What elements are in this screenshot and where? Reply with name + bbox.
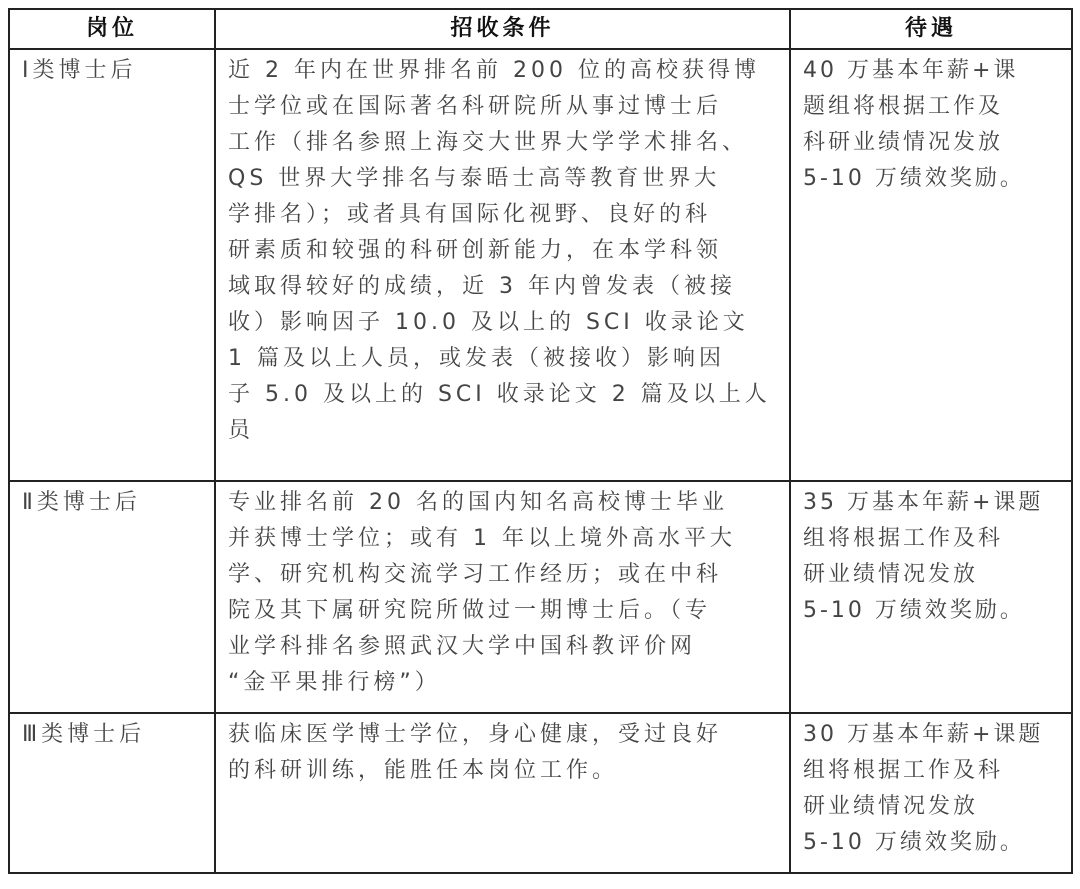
benefits-cell [790, 49, 1072, 481]
header-post: 岗位 [9, 9, 215, 49]
text-line: 学、研究机构交流学习工作经历；或在中科 [228, 562, 723, 587]
conditions-cell [215, 481, 790, 713]
text-line: 研业绩情况发放 [803, 794, 979, 819]
header-conditions: 招收条件 [215, 9, 790, 49]
text-line: 员 [228, 418, 255, 443]
text-line: 收）影响因子 10.0 及以上的 SCI 收录论文 [228, 310, 749, 335]
conditions-cell [215, 713, 790, 873]
header-row [9, 9, 1072, 49]
post-name: Ⅱ类博士后 [22, 490, 141, 515]
table-row [9, 481, 1072, 713]
post-name: Ⅰ类博士后 [22, 58, 137, 83]
text-line: 并获博士学位；或有 1 年以上境外高水平大 [228, 526, 736, 551]
text-line: 40 万基本年薪+课 [803, 58, 1019, 83]
postdoc-table [8, 8, 1073, 874]
text-line: 专业排名前 20 名的国内知名高校博士毕业 [228, 490, 728, 515]
text-line: 研业绩情况发放 [803, 562, 979, 587]
table-row [9, 49, 1072, 481]
text-line: 研素质和较强的科研创新能力，在本学科领 [228, 238, 723, 263]
text-line: 获临床医学博士学位，身心健康，受过良好 [228, 722, 723, 747]
post-cell [9, 713, 215, 873]
text-line: 工作（排名参照上海交大世界大学学术排名、 [228, 130, 749, 155]
text-line: QS 世界大学排名与泰晤士高等教育世界大 [228, 166, 721, 191]
text-line: 1 篇及以上人员，或发表（被接收）影响因 [228, 346, 725, 371]
text-line: 近 2 年内在世界排名前 200 位的高校获得博 [228, 58, 760, 83]
text-line: 30 万基本年薪+课题 [803, 722, 1044, 747]
text-line: 的科研训练，能胜任本岗位工作。 [228, 758, 619, 783]
text-line: 域取得较好的成绩，近 3 年内曾发表（被接 [228, 274, 736, 299]
benefits-cell [790, 481, 1072, 713]
text-line: 5-10 万绩效奖励。 [803, 598, 1025, 623]
text-line: 科研业绩情况发放 [803, 130, 1004, 155]
benefits-cell [790, 713, 1072, 873]
header-benefits: 待遇 [790, 9, 1072, 49]
post-name: Ⅲ类博士后 [22, 722, 146, 747]
text-line: 5-10 万绩效奖励。 [803, 166, 1025, 191]
text-line: 学排名）；或者具有国际化视野、良好的科 [228, 202, 712, 227]
text-line: 组将根据工作及科 [803, 526, 1004, 551]
text-line: 35 万基本年薪+课题 [803, 490, 1044, 515]
text-line: 5-10 万绩效奖励。 [803, 830, 1025, 855]
table-row [9, 713, 1072, 873]
text-line: 士学位或在国际著名科研院所从事过博士后 [228, 94, 723, 119]
post-cell [9, 481, 215, 713]
text-line: 院及其下属研究院所做过一期博士后。（专 [228, 598, 712, 623]
text-line: 题组将根据工作及 [803, 94, 1004, 119]
conditions-cell [215, 49, 790, 481]
text-line: 业学科排名参照武汉大学中国科教评价网 [228, 634, 697, 659]
text-line: 组将根据工作及科 [803, 758, 1004, 783]
post-cell [9, 49, 215, 481]
text-line: 子 5.0 及以上的 SCI 收录论文 2 篇及以上人 [228, 382, 771, 407]
text-line: “金平果排行榜”） [228, 670, 441, 695]
